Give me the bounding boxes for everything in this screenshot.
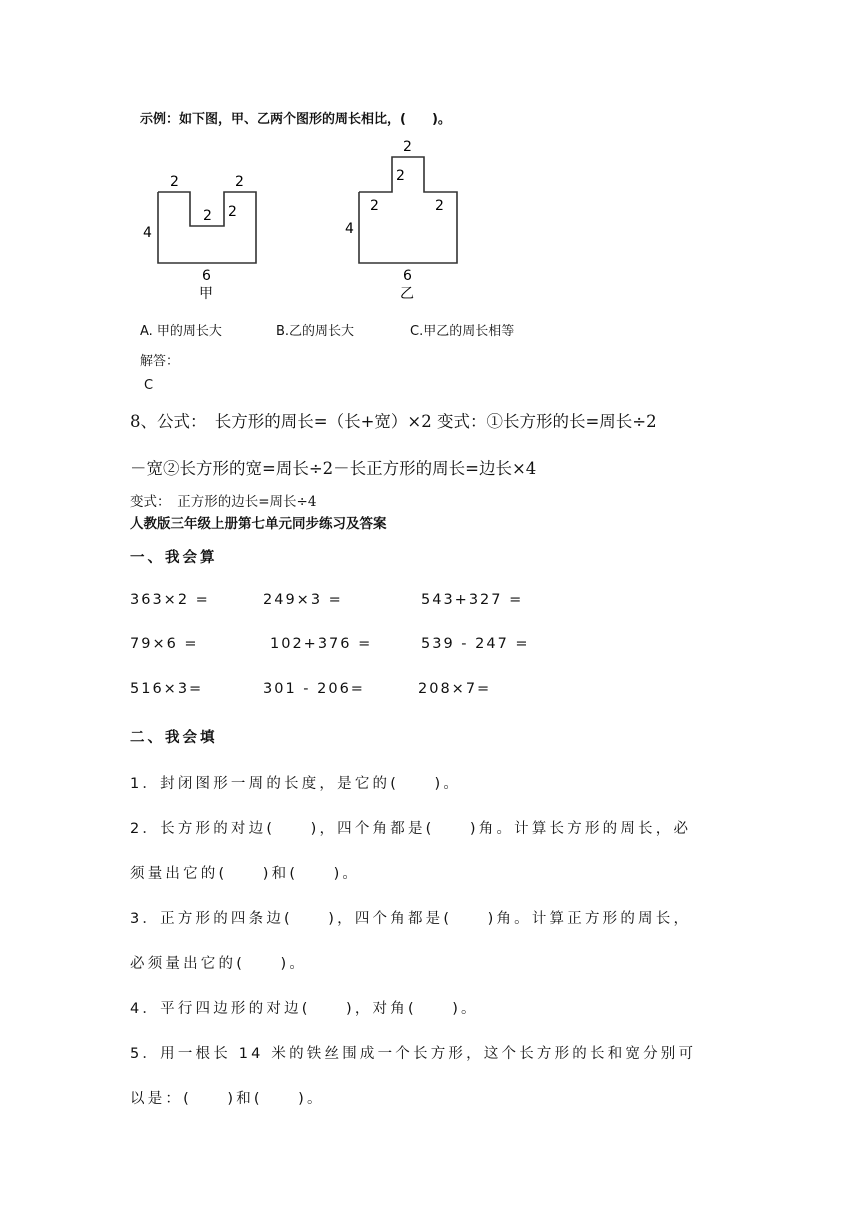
calc-1-3: 543+327 = [421, 592, 524, 608]
example-title: 示例：如下图，甲、乙两个图形的周长相比，( )。 [140, 112, 451, 127]
question-3-line-1: 3．正方形的四条边( )，四个角都是( )角。计算正方形的周长， [130, 911, 692, 927]
option-c: C.甲乙的周长相等 [410, 324, 515, 339]
perimeter-figures [130, 130, 522, 330]
yi-left-label: 4 [345, 221, 354, 237]
jia-name-label: 甲 [199, 286, 213, 302]
jia-top-right-label: 2 [235, 174, 244, 190]
formula-line-1: 8、公式： 长方形的周长=（长+宽）×2 变式：①长方形的长=周长÷2 [130, 412, 657, 431]
formula-line-2: －宽②长方形的宽=周长÷2－长正方形的周长=边长×4 [130, 459, 537, 478]
option-a: A. 甲的周长大 [140, 324, 222, 339]
jia-top-left-label: 2 [170, 174, 179, 190]
question-2-line-2: 须量出它的( )和( )。 [130, 866, 361, 882]
jia-left-label: 4 [143, 225, 152, 241]
doc-title: 人教版三年级上册第七单元同步练习及答案 [130, 516, 387, 532]
jia-notch-bottom-label: 2 [203, 208, 212, 224]
question-5-line-2: 以是：( )和( )。 [130, 1091, 325, 1107]
question-1: 1．封闭图形一周的长度，是它的( )。 [130, 776, 462, 792]
calc-3-1: 516×3= [130, 681, 204, 697]
jia-notch-side-label: 2 [228, 204, 237, 220]
yi-shoulder-right-label: 2 [435, 198, 444, 214]
calc-2-1: 79×6 = [130, 636, 199, 652]
option-b: B.乙的周长大 [276, 324, 355, 339]
calc-3-2: 301 - 206= [263, 681, 365, 697]
calc-1-2: 249×3 = [263, 592, 343, 608]
section2-heading: 二、我会填 [130, 730, 218, 746]
calc-2-2: 102+376 = [270, 636, 373, 652]
question-2-line-1: 2．长方形的对边( )，四个角都是( )角。计算长方形的周长，必 [130, 821, 692, 837]
jia-bottom-label: 6 [202, 268, 211, 284]
calc-2-3: 539 - 247 = [421, 636, 530, 652]
yi-tab-top-label: 2 [403, 139, 412, 155]
yi-tab-side-label: 2 [396, 168, 405, 184]
yi-shoulder-left-label: 2 [370, 198, 379, 214]
calc-3-3: 208×7= [418, 681, 492, 697]
question-5-line-1: 5．用一根长 14 米的铁丝围成一个长方形，这个长方形的长和宽分别可 [130, 1046, 697, 1062]
figure-jia-outline [158, 192, 256, 263]
question-3-line-2: 必须量出它的( )。 [130, 956, 308, 972]
yi-name-label: 乙 [400, 286, 414, 302]
answer-value: C [144, 378, 154, 393]
answer-label: 解答： [140, 354, 180, 369]
section1-heading: 一、我会算 [130, 550, 218, 566]
formula-line-3: 变式： 正方形的边长=周长÷4 [130, 494, 317, 510]
example-figure-block [130, 100, 522, 396]
question-4: 4．平行四边形的对边( )，对角( )。 [130, 1001, 479, 1017]
calc-1-1: 363×2 = [130, 592, 210, 608]
yi-bottom-label: 6 [403, 268, 412, 284]
